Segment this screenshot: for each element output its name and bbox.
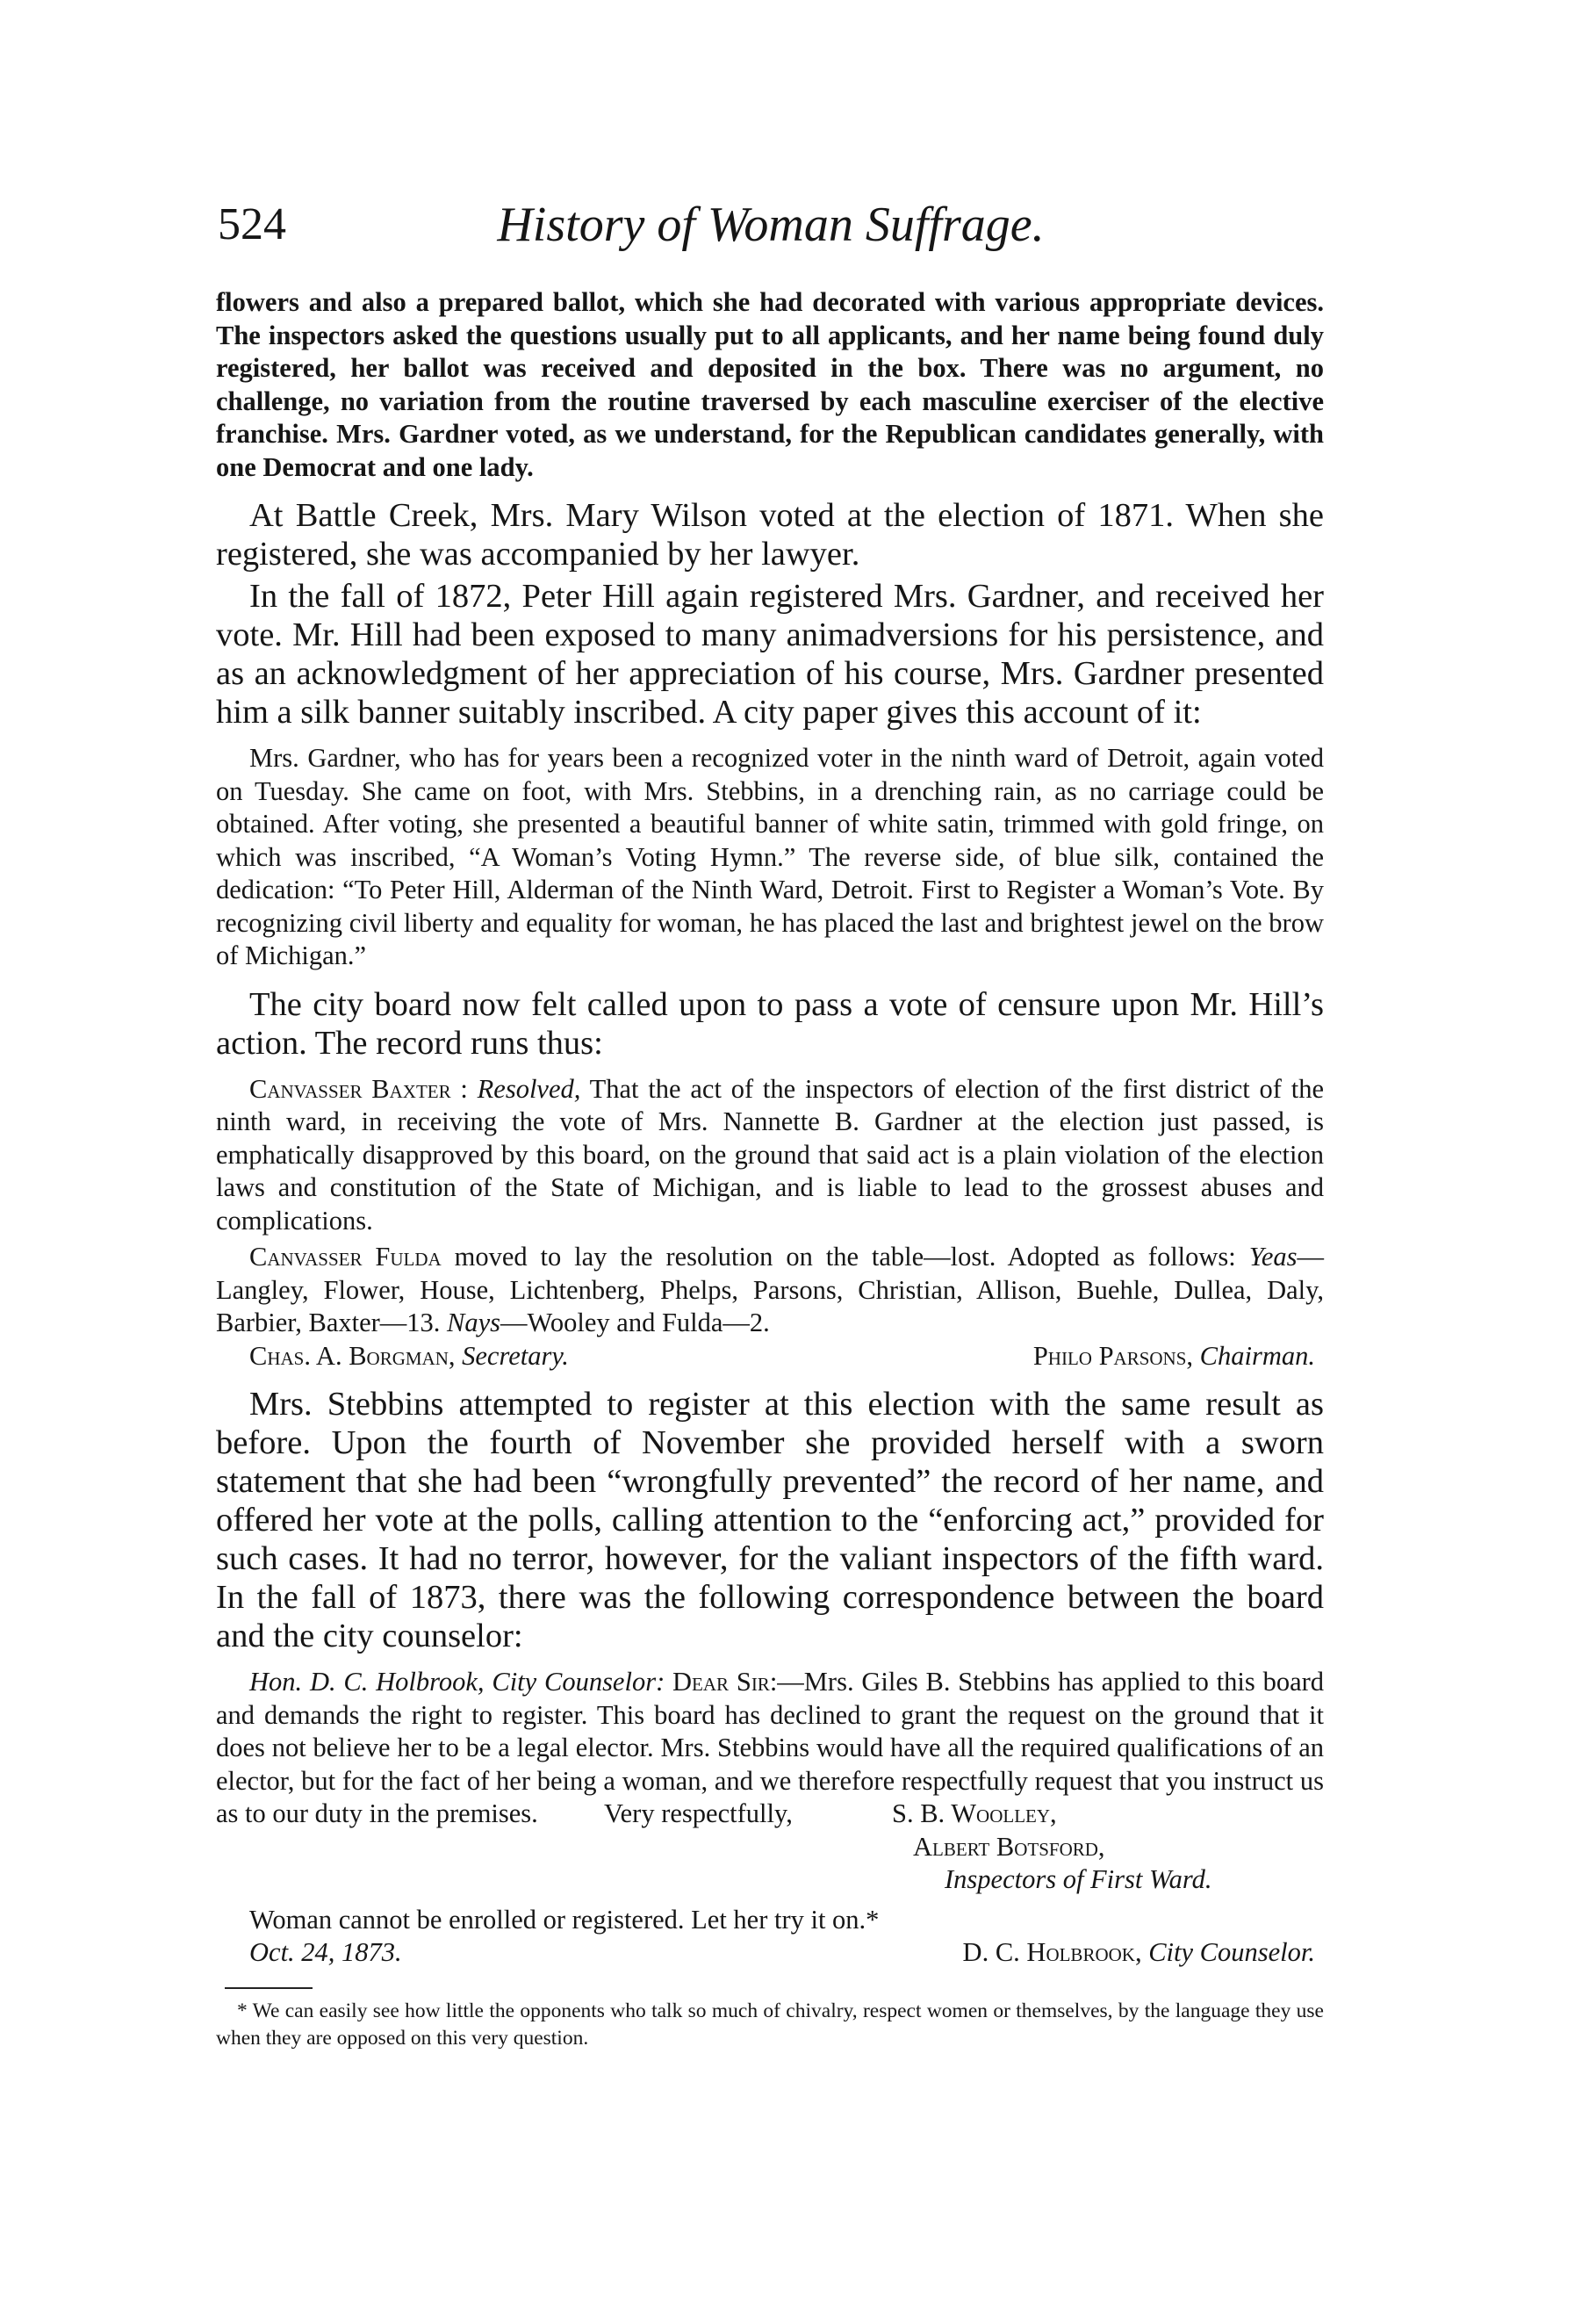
- chairman-name: Philo Parsons,: [1032, 1340, 1194, 1371]
- letter-signer-2: Albert Botsford,: [913, 1831, 1105, 1862]
- letter-closing-line: [216, 1798, 1324, 1831]
- letter-signer-title: [945, 1863, 1211, 1897]
- yeas-list: —Langley, Flower, House, Lichtenberg, Phelps, Parsons, Christian, Allison, Buehle, Dullea, Daly, Barbier, Baxter—13.: [216, 1242, 1325, 1337]
- secretary-name: Chas. A. Borgman,: [249, 1340, 456, 1371]
- page-number: 524: [218, 199, 286, 249]
- counselor-signature: [963, 1936, 1324, 1970]
- letter-signer-2-line: [216, 1831, 1324, 1864]
- letter-signer-title-line: [216, 1863, 1324, 1897]
- letter-addressee: Hon. D. C. Holbrook, City Counselor:: [249, 1667, 665, 1697]
- footnote-rule: [225, 1987, 313, 1989]
- nays-label: Nays: [447, 1308, 501, 1337]
- city-paper-quote: Mrs. Gardner, who has for years been a recognized voter in the ninth ward of Detroit, again voted on Tuesday. She came on foot, with Mrs. Stebbins, in a drenching rain, as no carriage could be obtained. After voting, she presented a beautiful banner of white satin, trimmed with gold fringe, on which was inscribed, “A Woman’s Voting Hymn.” The reverse side, of blue silk, contained the dedication: “To Peter Hill, Alderman of the Ninth Ward, Detroit. First to Register a Woman’s Vote. By recognizing civil liberty and equality for woman, he has placed the last and brightest jewel on the brow of Michigan.”: [216, 743, 1324, 970]
- baxter-name: Canvasser Baxter: [249, 1073, 451, 1104]
- running-title: History of Woman Suffrage.: [497, 198, 1045, 252]
- resolved-label: Resolved,: [477, 1073, 581, 1104]
- peter-hill-paragraph: In the fall of 1872, Peter Hill again registered Mrs. Gardner, and received her vote. Mr. Hill had been exposed to many animadversions for his persistence, and as an acknowledgment of her appreciation of his course, Mrs. Gardner presented him a silk banner suitably inscribed. A city paper gives this account of it:: [216, 578, 1324, 731]
- letter-salutation: Dear Sir: [672, 1667, 770, 1697]
- counselor-name: D. C. Holbrook,: [962, 1937, 1142, 1967]
- secretary-title: Secretary.: [462, 1340, 569, 1371]
- inspectors-title: Inspectors of First Ward.: [945, 1864, 1212, 1894]
- fulda-motion-text: moved to lay the resolution on the table—lost. Adopted as follows:: [454, 1242, 1236, 1272]
- reply-date: Oct. 24, 1873.: [249, 1937, 402, 1967]
- fulda-motion: [216, 1241, 1324, 1340]
- baxter-resolution: Canvasser Baxter : Resolved, That the act of the inspectors of election of the first district of the ninth ward, in receiving the vote of Mrs. Nannette B. Gardner at the election just passed, is emphatically disapproved by this board, on the ground that said act is a plain violation of the election laws and constitution of the State of Michigan, and is liable to lead to the grossest abuses and complications.: [216, 1073, 1325, 1236]
- secretary-signature: [249, 1340, 569, 1373]
- footnote: * We can easily see how little the opponents who talk so much of chivalry, respect women or themselves, by the language they use when they are opposed on this very question.: [216, 1999, 1324, 2050]
- text-column: [216, 286, 1324, 2052]
- letter-signer-1: S. B. Woolley,: [892, 1798, 1057, 1828]
- battle-creek-paragraph: At Battle Creek, Mrs. Mary Wilson voted at the election of 1871. When she registered, she was accompanied by her lawyer.: [216, 497, 1324, 573]
- page-header: [218, 193, 1324, 263]
- letter-closing: Very respectfully,: [604, 1798, 793, 1828]
- nays-list: —Wooley and Fulda—2.: [500, 1308, 770, 1337]
- record-signatures: [216, 1340, 1324, 1373]
- counselor-title: City Counselor.: [1148, 1937, 1315, 1967]
- chairman-signature: [1033, 1340, 1324, 1373]
- counselor-signature-row: [216, 1936, 1324, 1970]
- letter-body: :—Mrs. Giles B. Stebbins has applied to this board and demands the right to register. This board has declined to grant the request on the ground that it does not believe her to be a legal elector. Mrs. Stebbins would have all the required qualifications of an elector, but for the fact of her being a woman, and we therefore respectfully request that you instruct us as to our duty in the premises.: [216, 1667, 1325, 1828]
- counselor-reply: Woman cannot be enrolled or registered. Let her try it on.*: [249, 1904, 880, 1935]
- yeas-label: Yeas: [1248, 1242, 1298, 1272]
- censure-paragraph: The city board now felt called upon to pass a vote of censure upon Mr. Hill’s action. The record runs thus:: [216, 985, 1324, 1062]
- continued-quote-paragraph: flowers and also a prepared ballot, which she had decorated with various appropriate devices. The inspectors asked the questions usually put to all applicants, and her name being found duly registered, her ballot was received and deposited in the box. There was no argument, no challenge, no variation from the routine traversed by each masculine exerciser of the elective franchise. Mrs. Gardner voted, as we understand, for the Republican candidates generally, with one Democrat and one lady.: [216, 287, 1324, 482]
- stebbins-paragraph: Mrs. Stebbins attempted to register at this election with the same result as before. Upon the fourth of November she provided herself with a sworn statement that she had been “wrongfully prevented” the record of her name, and offered her vote at the polls, calling attention to the “enforcing act,” provided for such cases. It had no terror, however, for the valiant inspectors of the fifth ward. In the fall of 1873, there was the following correspondence between the board and the city counselor:: [216, 1386, 1324, 1654]
- chairman-title: Chairman.: [1199, 1340, 1315, 1371]
- fulda-name: Canvasser Fulda: [249, 1242, 442, 1272]
- baxter-resolution-text: That the act of the inspectors of election of the first district of the ninth ward, in receiving the vote of Mrs. Nannette B. Gardner at the election just passed, is emphatically disapproved by this board, on the ground that said act is a plain violation of the election laws and constitution of the State of Michigan, and is liable to lead to the grossest abuses and complications.: [216, 1073, 1325, 1236]
